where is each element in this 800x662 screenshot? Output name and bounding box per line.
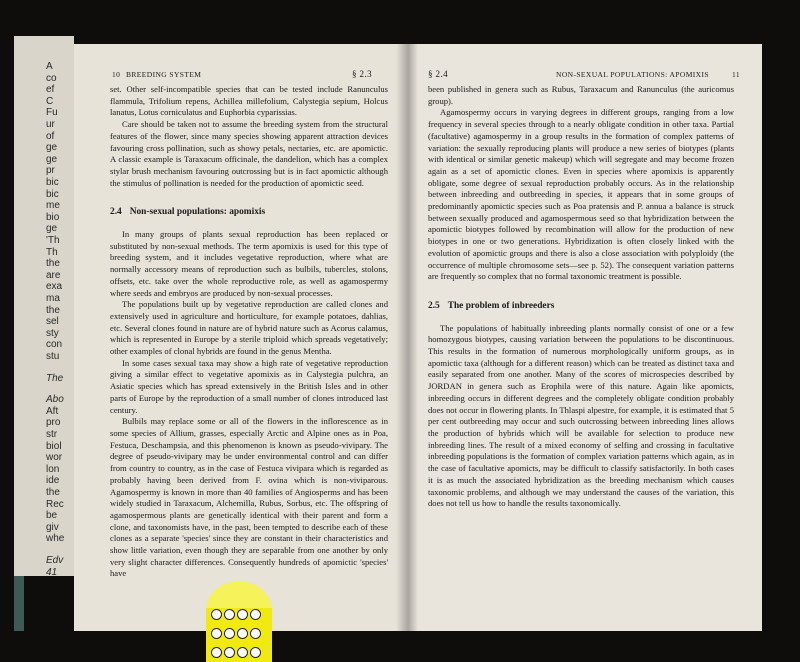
- left-page-body: [110, 84, 388, 580]
- back-page-text-fragment: A: [46, 61, 53, 72]
- back-page-text-fragment: the: [46, 487, 60, 498]
- dot-icon: [224, 628, 235, 639]
- dot-icon: [224, 609, 235, 620]
- back-page-text-fragment: co: [46, 72, 57, 84]
- back-page-text-fragment: wor: [46, 452, 63, 464]
- back-page-text-fragment: Edv: [46, 555, 64, 566]
- section-heading: [428, 301, 734, 313]
- dot-icon: [237, 647, 248, 658]
- back-page-text-fragment: ge: [46, 223, 58, 235]
- right-page-body: [428, 84, 734, 510]
- left-running-title: BREEDING SYSTEM: [126, 70, 202, 79]
- left-page-number: 10: [112, 70, 121, 79]
- dot-icon: [211, 609, 222, 620]
- back-page-text-fragment: be: [46, 510, 58, 522]
- left-section-ref: § 2.3: [352, 69, 372, 79]
- paragraph: Care should be taken not to assume the breeding system from the structural features of the flower, since many species showing apparent attraction devices favouring cross pollination, such as showy petals, nectaries, etc. are apomictic. A classic example is Taraxacum officinale, the dandelion, which has a complex stylar brush mechanism favouring outcrossing but is in fact apomictic although the stimulus of pollination is needed for the production of apomictic seed.: [110, 119, 388, 188]
- bookmark-tip: [206, 582, 272, 608]
- back-page-text-fragment: ge: [46, 142, 58, 154]
- dot-icon: [211, 647, 222, 658]
- back-page-text-fragment: bic: [46, 177, 59, 188]
- section-heading-number: 2.5: [428, 300, 440, 311]
- back-page-text-fragment: Fu: [46, 107, 58, 119]
- back-page-text-fragment: 'Th: [46, 235, 60, 246]
- back-page-text-fragment: C: [46, 95, 54, 107]
- back-page-text-fragment: pro: [46, 417, 61, 429]
- back-page-text-fragment: Th: [46, 246, 58, 258]
- back-page-text-fragment: sel: [46, 316, 59, 328]
- right-running-title: NON-SEXUAL POPULATIONS: APOMIXIS: [556, 70, 709, 79]
- back-page-text-fragment: con: [46, 339, 63, 351]
- back-page-text-fragment: 41: [46, 566, 58, 576]
- back-page-text-fragment: whe: [46, 533, 65, 545]
- paragraph: In some cases sexual taxa may show a high rate of vegetative reproduction giving a similar effect to vegetative apomixis as in Calystegia pulchra, an Asiatic species which has spread extensively in the British Isles and in other parts of Europe by the reproduction of a small number of clones introduced last century.: [110, 357, 388, 415]
- back-page-text-fragment: the: [46, 304, 60, 316]
- back-page-text-fragment: lon: [46, 463, 60, 475]
- dot-icon: [211, 628, 222, 639]
- back-page-text-fragment: bio: [46, 211, 60, 223]
- back-page-text-fragment: ef: [46, 84, 55, 96]
- back-page-text-fragment: are: [46, 269, 61, 281]
- back-page-text-fragment: of: [46, 130, 55, 142]
- right-section-ref: § 2.4: [428, 69, 448, 79]
- section-heading-number: 2.4: [110, 207, 122, 218]
- back-page-text-fragment: biol: [46, 440, 62, 452]
- paragraph: Agamospermy occurs in varying degrees in different groups, ranging from a low frequency in several species through to a nearly obligate condition in other taxa. Partial (facultative) agamospermy in a group results in the formation of complex patterns of variation: the sexually reproducing plants will produce a new series of biotypes (plants with identical or similar genetic makeup) which will segregate and may become frozen again as a set of apomictic clones. Even in species where apomixis is apparently obligate, some degree of sexual reproduction probably occurs. As in the relationship between inbreeding and outbreeding in species, it appears that in some groups of predominantly apomictic species such as Poa pratensis and P. annua a balance is struck between sexually produced and agamospermous seed so that hybridization between the apomictic biotypes followed by recombination will allow for the production of new biotypes in one or two generations. Hybridization is often closely linked with the evolution of apomictic groups and there is also a close association with polyploidy (the occurrence of multiple chromosome sets—see p. 52). The consequent variation patterns are frequently so complex that no formal taxonomic treatment is possible.: [428, 107, 734, 282]
- section-heading: [110, 207, 388, 219]
- back-page-text-fragment: pr: [46, 165, 55, 177]
- back-page-text-fragment: me: [46, 200, 60, 212]
- back-page-text-fragment: Abo: [46, 394, 64, 406]
- back-page-text-fragment: Aft: [46, 405, 59, 417]
- dot-icon: [237, 609, 248, 620]
- paragraph: The populations of habitually inbreeding plants normally consist of one or a few homozygous biotypes, causing variation between the populations to be discontinuous. This results in the formation of numerous morphologically uniform groups, as in apomictic taxa (although for a different reason) which can be treated as distinct taxa and easily separated from one another. Many of the scores of microspecies described by JORDAN in genera such as Erophila were of this nature. Again like apomicts, inbreeding occurs in different degrees and the completely obligate condition probably does not occur in flowering plants. In Thlaspi alpestre, for example, it is estimated that 5 per cent outbreeding may occur and such outcrossing between inbreeding lines allows the production of hybrids which will be available for selection to produce new inbreeding lines. The result of a mixed economy of selfing and crossing in facultative inbreeding populations is the formation of complex variation patterns which again, as in the case of facultative apomicts, may be difficult to classify satisfactorily. In both cases it is as much the associated hybridization as the breeding mechanism which causes taxonomic problems, and although we may understand the causes of the variation, this does not tell us how to handle the results taxonomically.: [428, 322, 734, 509]
- back-page-text-fragment: ge: [46, 153, 58, 165]
- back-page-text-fragment: str: [46, 429, 58, 440]
- paragraph: Bulbils may replace some or all of the flowers in the inflorescence as in some species of Allium, grasses, especially Arctic and Alpine ones as in Poa, Festuca, Deschampsia, and this phenomenon is known as pseudo-vivipary. The degree of pseudo-vivipary may be under environmental control and can differ from country to country, as in the case of Festuca vivipara which is regarded as probably having been derived from F. ovina which is non-viviparous. Agamospermy is known in more than 40 families of Angiosperms and has been widely studied in Taraxacum, Alchemilla, Rubus, Sorbus, etc. The offspring of agamospermous plants are genetically identical with their parent and form a clone, and taxonomists have, in the past, been tempted to describe each of these clones as a separate 'species' since they are constant in their characteristics and show little variation, even though they are separable from one another by only very slight character differences. Consequently hundreds of apomictic 'species' have: [110, 416, 388, 579]
- back-page-text-fragment: the: [46, 258, 60, 270]
- paragraph: In many groups of plants sexual reproduction has been replaced or substituted by non-sexual methods. The term apomixis is used for this type of breeding system, and it includes vegetative reproduction, where what are normally accessory means of reproduction such as bulbils, tubercles, stolons, offsets, etc. take over the whole reproductive role, as well as agamospermy where seeds and embryos are produced by non-sexual processes.: [110, 229, 388, 298]
- previous-book-page: [14, 36, 74, 576]
- back-page-text-fragment: ide: [46, 475, 60, 487]
- back-page-text-fragment: sty: [46, 327, 59, 339]
- dot-icon: [250, 628, 261, 639]
- dot-icon: [250, 609, 261, 620]
- back-page-text-fragment: Rec: [46, 498, 64, 510]
- paragraph: The populations built up by vegetative reproduction are called clones and extensively used in agriculture and horticulture, for example potatoes, dahlias, etc. Several clones found in nature are of hybrid nature such as Acorus calamus, which is represented in Europe by a sterile triploid which spreads vegetatively; other examples of clonal hybrids are found in the genus Mentha.: [110, 299, 388, 357]
- dot-icon: [250, 647, 261, 658]
- dot-icon: [237, 628, 248, 639]
- section-heading-text: The problem of inbreeders: [447, 300, 555, 311]
- right-page-number: 11: [732, 70, 741, 79]
- paragraph: been published in genera such as Rubus, Taraxacum and Ranunculus (the auricomus group).: [428, 84, 734, 106]
- dot-icon: [224, 647, 235, 658]
- back-page-text-fragment: ur: [46, 119, 55, 130]
- back-page-text-fragment: ma: [46, 293, 60, 304]
- left-page: [74, 44, 410, 631]
- paragraph: set. Other self-incompatible species that can be tested include Ranunculus flammula, Trifolium repens, Achillea millefolium, Calystegia sepium, Holcus lanatus, Lotus corniculatus and Euphorbia cyparissias.: [110, 84, 388, 118]
- bookmark: [206, 582, 272, 662]
- back-page-text-fragment: stu: [46, 351, 60, 362]
- right-page: [406, 44, 762, 631]
- back-page-text-fragment: exa: [46, 281, 63, 293]
- back-page-text-fragment: giv: [46, 521, 59, 533]
- back-page-text-fragment: The: [46, 372, 64, 384]
- back-page-text-fragment: bic: [46, 188, 59, 200]
- bookmark-dot-pattern: [210, 606, 270, 662]
- section-heading-text: Non-sexual populations: apomixis: [129, 207, 266, 218]
